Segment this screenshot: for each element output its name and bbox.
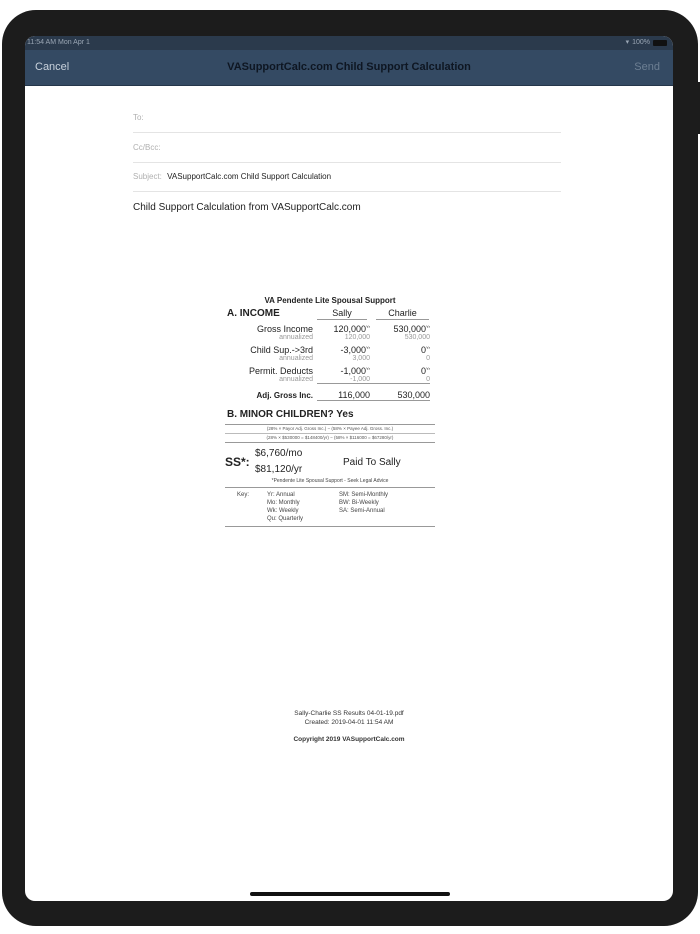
key-label: Key: xyxy=(237,492,250,498)
to-label: To: xyxy=(133,113,144,122)
annual-sally: -1,000 xyxy=(317,376,370,384)
permit-deducts-annualized xyxy=(225,376,435,384)
income-header xyxy=(225,308,435,320)
value-sally: 120,000 xyxy=(333,324,366,334)
annual-sally: 3,000 xyxy=(352,355,370,362)
pdf-attachment-preview[interactable] xyxy=(225,296,435,527)
legal-note: *Pendente Lite Spousal Support - Seek Legal Advice xyxy=(225,478,435,488)
value-charlie: 0 xyxy=(420,345,426,355)
cc-bcc-field[interactable] xyxy=(133,133,561,163)
col-charlie: Charlie xyxy=(376,308,429,320)
annual-charlie: 0 xyxy=(426,355,430,362)
unit: Yr xyxy=(366,366,370,371)
ss-monthly: $6,760/mo xyxy=(255,448,303,459)
ss-yearly: $81,120/yr xyxy=(255,464,303,475)
compose-navbar xyxy=(25,50,673,86)
subject-field[interactable] xyxy=(133,162,561,192)
gross-income-annualized xyxy=(225,334,435,341)
child-support-annualized xyxy=(225,355,435,362)
copyright: Copyright 2019 VASupportCalc.com xyxy=(293,736,405,743)
cancel-button[interactable]: Cancel xyxy=(35,61,70,73)
annual-charlie: 0 xyxy=(370,376,430,384)
annual-sally: 120,000 xyxy=(344,334,370,341)
formula-line-2: (28% × $530000 = $148400/yr) − (58% × $116000 = $67280/yr) xyxy=(225,433,435,442)
key-item: Yr: Annual xyxy=(267,492,295,498)
send-button[interactable]: Send xyxy=(634,61,660,73)
key-item: BW: Bi-Weekly xyxy=(339,500,379,506)
attachment-created: Created: 2019-04-01 11:54 AM xyxy=(304,719,394,726)
battery-icon xyxy=(653,40,667,46)
battery-percent: 100% xyxy=(632,39,650,46)
unit: Yr xyxy=(426,324,430,329)
spousal-support-result xyxy=(225,446,435,478)
row-sublabel: annualized xyxy=(279,334,313,341)
paid-to: Paid To Sally xyxy=(343,456,401,468)
row-sublabel: annualized xyxy=(279,355,313,362)
minor-children-heading: B. MINOR CHILDREN? Yes xyxy=(227,409,354,420)
income-heading: A. INCOME xyxy=(227,308,280,319)
row-sublabel: annualized xyxy=(279,376,313,383)
unit: Yr xyxy=(426,366,430,371)
key-legend xyxy=(225,488,435,527)
formula-box xyxy=(225,424,435,443)
gross-income-row xyxy=(225,324,435,334)
row-label: Gross Income xyxy=(256,324,313,334)
key-item: Qu: Quarterly xyxy=(267,516,304,522)
value-charlie: 0 xyxy=(420,366,426,376)
child-support-row xyxy=(225,345,435,355)
row-label: Child Sup.->3rd xyxy=(250,345,313,355)
message-body[interactable]: Child Support Calculation from VASupportCalc.com xyxy=(133,202,361,213)
formula-line-1: (28% × Payor Adj. Gross Inc.) − (58% × Payee Adj. Gross. Inc.) xyxy=(266,426,394,431)
unit: Yr xyxy=(366,324,370,329)
key-item: SA: Semi-Annual xyxy=(339,508,385,514)
adj-sally: 116,000 xyxy=(317,390,370,401)
unit: Yr xyxy=(366,345,370,350)
volume-button xyxy=(690,82,700,134)
compose-title: VASupportCalc.com Child Support Calculation xyxy=(227,61,471,73)
col-sally: Sally xyxy=(317,308,367,320)
attachment-filename: Sally-Charlie SS Results 04-01-19.pdf xyxy=(294,710,404,717)
cc-bcc-label: Cc/Bcc: xyxy=(133,143,161,152)
status-time: 11:54 AM Mon Apr 1 xyxy=(27,39,90,46)
key-item: Wk: Weekly xyxy=(267,508,299,514)
row-label: Permit. Deducts xyxy=(248,366,313,376)
row-label: Adj. Gross Inc. xyxy=(256,391,313,400)
screen xyxy=(25,36,673,901)
subject-label: Subject: xyxy=(133,172,162,181)
adj-gross-income-row xyxy=(225,390,435,401)
adj-charlie: 530,000 xyxy=(370,390,430,401)
home-indicator[interactable] xyxy=(250,892,450,896)
key-item: SM: Semi-Monthly xyxy=(339,492,389,498)
key-item: Mo: Monthly xyxy=(267,500,300,506)
unit: Yr xyxy=(426,345,430,350)
doc-title: VA Pendente Lite Spousal Support xyxy=(264,296,396,305)
permit-deducts-row xyxy=(225,366,435,376)
wifi-icon: ▾ xyxy=(625,39,630,46)
value-charlie: 530,000 xyxy=(393,324,426,334)
to-field[interactable] xyxy=(133,103,561,133)
value-sally: -1,000 xyxy=(340,366,366,376)
ss-label: SS*: xyxy=(225,455,250,469)
annual-charlie: 530,000 xyxy=(404,334,430,341)
value-sally: -3,000 xyxy=(340,345,366,355)
subject-input[interactable]: VASupportCalc.com Child Support Calculation xyxy=(167,172,332,181)
status-bar xyxy=(25,36,673,50)
